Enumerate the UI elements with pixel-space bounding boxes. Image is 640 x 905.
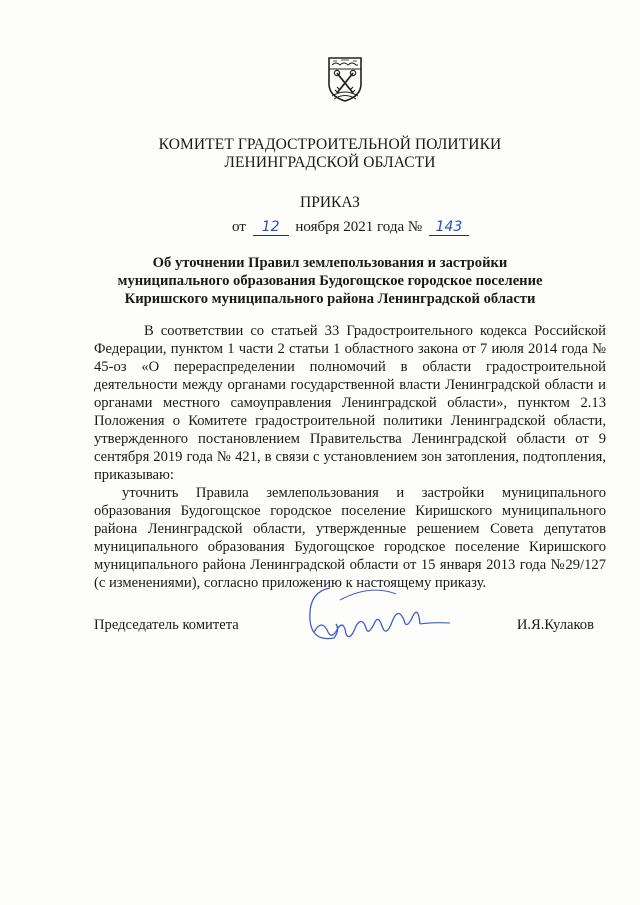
body-paragraph-order: уточнить Правила землепользования и застройки муниципального образования Будогощское городское поселение Киришского муниципального района Ленинградской области, утвержденные решением Совета депутатов муниципального образования Будогощское городское поселение Киришского муниципального района Ленинградской области от 15 января 2013 года №29/127 (с изменениями), согласно приложению к настоящему приказу. [94,485,606,591]
signatory-role: Председатель комитета [94,617,239,633]
leningrad-oblast-coat-of-arms-icon [327,56,363,102]
committee-name-line2: ЛЕНИНГРАДСКОЙ ОБЛАСТИ [224,154,436,171]
handwritten-order-number: 143 [429,219,469,236]
handwritten-signature [300,580,470,660]
subject-heading [0,254,640,308]
subject-line1: Об уточнении Правил землепользования и застройки [152,255,508,271]
body-paragraph-basis: В соответствии со статьей 33 Градостроительного кодекса Российской Федерации, пунктом 1 части 2 статьи 1 областного закона от 7 июля 2014 года № 45-оз «О перераспределении полномочий в области градостроительной деятельности между органами государственной власти Ленинградской области и органами местного самоуправления Ленинградской области», пунктом 2.13 Положения о Комитете градостроительной политики Ленинградской области, утвержденного постановлением Правительства Ленинградской области от 9 сентября 2019 года № 421, в связи с установлением зон затопления, подтопления, приказываю: [94,323,606,483]
date-line [232,219,469,236]
document-body [94,322,606,592]
committee-name [0,136,640,172]
date-prefix: от [232,219,246,235]
subject-line2: муниципального образования Будогощское городское поселение [117,273,543,289]
date-month-year: ноября 2021 года № [295,219,423,235]
document-type: ПРИКАЗ [300,194,360,211]
subject-line3: Киришского муниципального района Ленинградской области [124,291,536,307]
signatory-name: И.Я.Кулаков [516,617,594,633]
committee-name-line1: КОМИТЕТ ГРАДОСТРОИТЕЛЬНОЙ ПОЛИТИКИ [158,136,502,153]
handwritten-day: 12 [253,219,289,236]
